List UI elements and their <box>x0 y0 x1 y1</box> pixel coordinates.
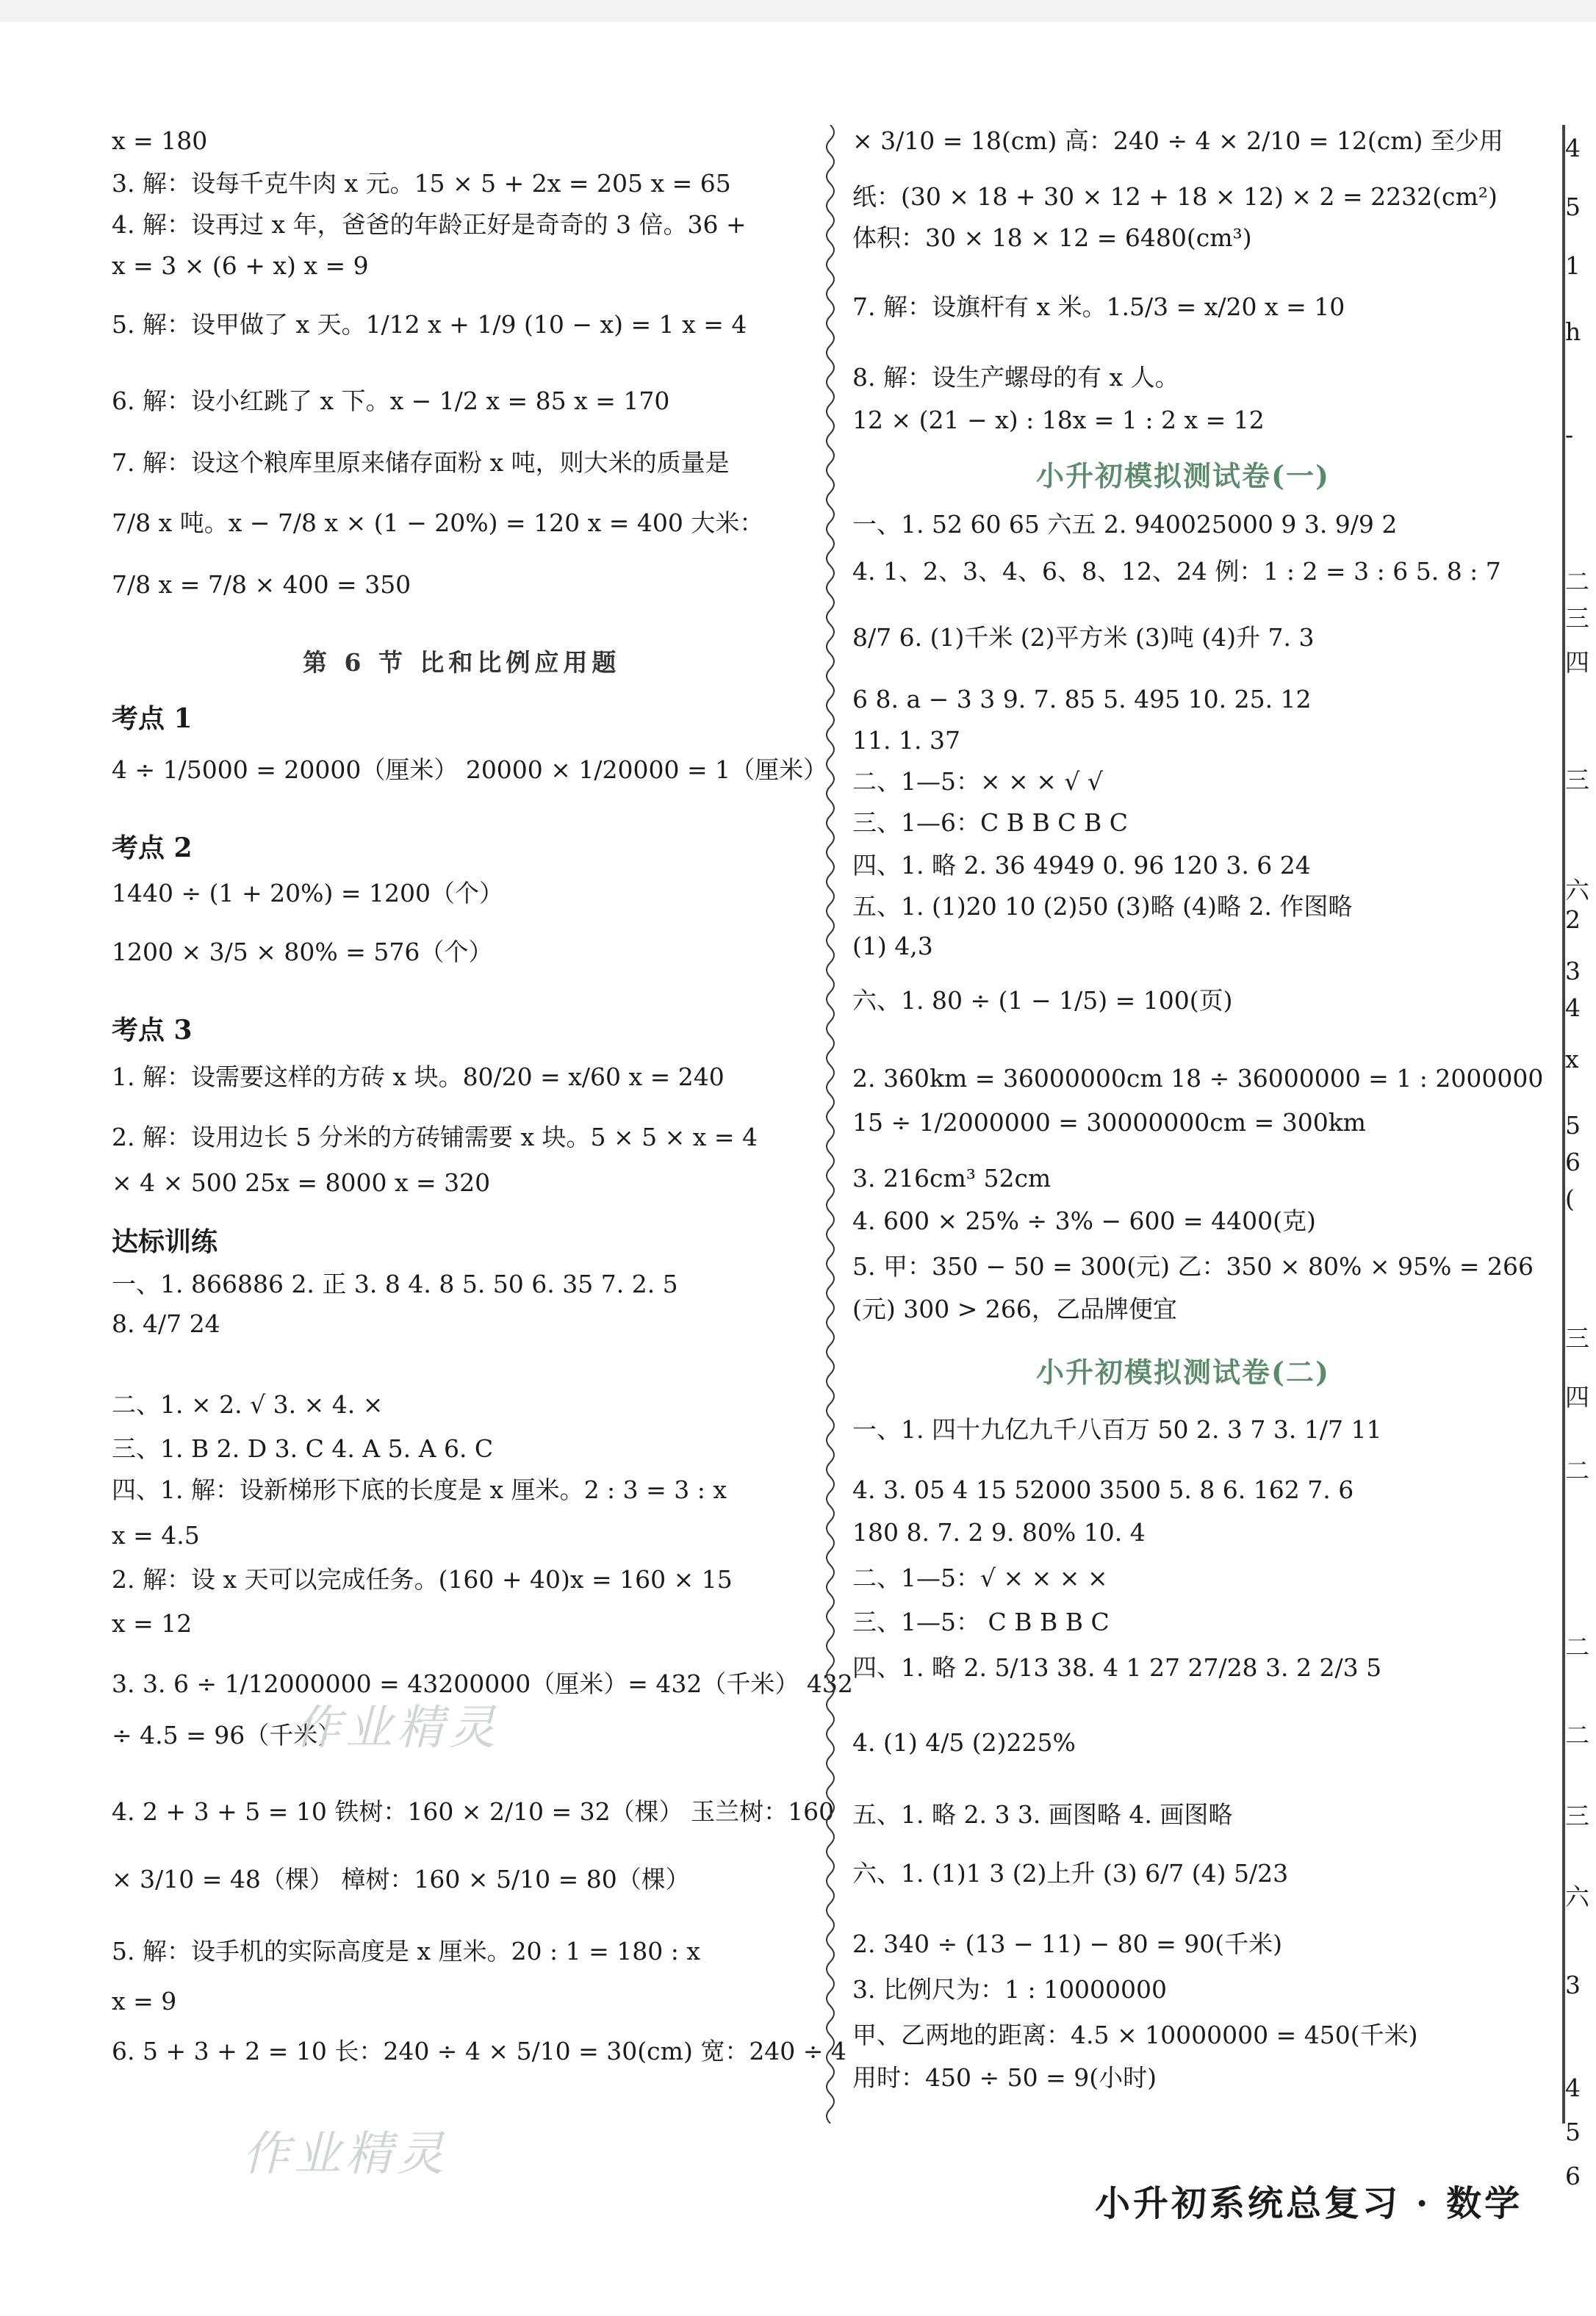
mid-answer-line: 180 8. 7. 2 9. 80% 10. 4 <box>852 1518 1146 1547</box>
mid-answer-line: 8/7 6. (1)千米 (2)平方米 (3)吨 (4)升 7. 3 <box>852 623 1315 652</box>
cropped-glyph: 六 <box>1565 1882 1589 1911</box>
section-heading: 考点 3 <box>112 1015 193 1046</box>
wavy-column-divider <box>822 125 839 2123</box>
mid-answer-line: 11. 1. 37 <box>852 726 960 755</box>
mid-answer-line: 四、1. 略 2. 5/13 38. 4 1 27 27/28 3. 2 2/3 5 <box>852 1653 1382 1682</box>
left-answer-line: x = 3 × (6 + x) x = 9 <box>112 251 369 280</box>
left-answer-line: x = 4.5 <box>112 1521 200 1550</box>
cropped-glyph: 三 <box>1565 1324 1589 1353</box>
mid-answer-line: 二、1—5：√ × × × × <box>852 1564 1108 1592</box>
cropped-glyph: 2 <box>1565 905 1581 934</box>
mid-answer-line: 五、1. (1)20 10 (2)50 (3)略 (4)略 2. 作图略 <box>852 892 1353 921</box>
cropped-glyph: 四 <box>1565 648 1589 677</box>
mid-answer-line: 3. 比例尺为：1 : 10000000 <box>852 1975 1168 2004</box>
cropped-glyph: 三 <box>1565 604 1589 633</box>
cropped-glyph: h <box>1565 317 1581 346</box>
mid-answer-line: (元) 300 > 266，乙品牌便宜 <box>852 1295 1177 1323</box>
cropped-glyph: x <box>1565 1045 1579 1074</box>
cropped-glyph: 4 <box>1565 134 1581 162</box>
cropped-glyph: 二 <box>1565 1633 1589 1661</box>
left-answer-line: 7/8 x = 7/8 × 400 = 350 <box>112 570 411 599</box>
mid-answer-line: 6 8. a − 3 3 9. 7. 85 5. 495 10. 25. 12 <box>852 685 1312 713</box>
cropped-glyph: 二 <box>1565 1456 1589 1485</box>
mid-answer-line: 5. 甲：350 − 50 = 300(元) 乙：350 × 80% × 95% = 266 <box>852 1252 1534 1281</box>
mid-answer-line: 一、1. 四十九亿九千八百万 50 2. 3 7 3. 1/7 11 <box>852 1415 1382 1444</box>
left-answer-line: x = 9 <box>112 1987 177 2015</box>
left-answer-line: x = 12 <box>112 1609 193 1638</box>
left-answer-line: 1440 ÷ (1 + 20%) = 1200（个） <box>112 879 503 907</box>
left-answer-line: 3. 解：设每千克牛肉 x 元。15 × 5 + 2x = 205 x = 65 <box>112 169 731 198</box>
left-answer-line: 4. 解：设再过 x 年，爸爸的年龄正好是奇奇的 3 倍。36 + <box>112 210 747 239</box>
left-answer-line: 6. 5 + 3 + 2 = 10 长：240 ÷ 4 × 5/10 = 30(cm) 宽：240 ÷ 4 <box>112 2037 846 2065</box>
mid-answer-line: 2. 360km = 36000000cm 18 ÷ 36000000 = 1 : 2000000 <box>852 1064 1544 1093</box>
cropped-glyph: ( <box>1565 1184 1575 1213</box>
mid-answer-line: 三、1—5： C B B B C <box>852 1608 1110 1636</box>
cropped-glyph: 5 <box>1565 2118 1581 2146</box>
cropped-glyph: 四 <box>1565 1383 1589 1411</box>
left-answer-line: 5. 解：设甲做了 x 天。1/12 x + 1/9 (10 − x) = 1 x = 4 <box>112 310 747 339</box>
top-edge-strip <box>0 0 1596 22</box>
mid-answer-line: 甲、乙两地的距离：4.5 × 10000000 = 450(千米) <box>852 2021 1418 2049</box>
mid-answer-line: 纸：(30 × 18 + 30 × 12 + 18 × 12) × 2 = 2232(cm²) <box>852 182 1498 211</box>
mid-answer-line: 二、1—5：× × × √ √ <box>852 767 1103 796</box>
mid-answer-line: 三、1—6：C B B C B C <box>852 808 1128 837</box>
cropped-glyph: 1 <box>1565 251 1581 280</box>
watermark-text-bottom: 作业精灵 <box>242 2127 448 2182</box>
left-answer-line: 1200 × 3/5 × 80% = 576（个） <box>112 938 493 966</box>
cropped-glyph: 二 <box>1565 567 1589 596</box>
mid-answer-line: 4. 600 × 25% ÷ 3% − 600 = 4400(克) <box>852 1206 1316 1235</box>
left-answer-line: 8. 4/7 24 <box>112 1309 220 1338</box>
cropped-glyph: 6 <box>1565 2162 1581 2190</box>
mid-answer-line: 7. 解：设旗杆有 x 米。1.5/3 = x/20 x = 10 <box>852 292 1345 321</box>
cropped-glyph: - <box>1565 420 1574 449</box>
left-answer-line: 一、1. 866886 2. 正 3. 8 4. 8 5. 50 6. 35 7. 2. 5 <box>112 1270 678 1298</box>
test-title: 小升初模拟测试卷(二) <box>1036 1356 1330 1389</box>
left-answer-line: × 4 × 500 25x = 8000 x = 320 <box>112 1168 491 1197</box>
left-answer-line: 二、1. × 2. √ 3. × 4. × <box>112 1390 384 1419</box>
section-heading: 达标训练 <box>112 1226 218 1257</box>
left-answer-line: ÷ 4.5 = 96（千米） <box>112 1721 342 1749</box>
left-answer-line: 2. 解：设 x 天可以完成任务。(160 + 40)x = 160 × 15 <box>112 1565 733 1594</box>
cropped-glyph: 3 <box>1565 957 1581 985</box>
mid-answer-line: 3. 216cm³ 52cm <box>852 1164 1052 1193</box>
left-answer-line: 三、1. B 2. D 3. C 4. A 5. A 6. C <box>112 1434 494 1463</box>
cropped-glyph: 5 <box>1565 1111 1581 1140</box>
mid-answer-line: 五、1. 略 2. 3 3. 画图略 4. 画图略 <box>852 1800 1233 1829</box>
mid-answer-line: 4. 3. 05 4 15 52000 3500 5. 8 6. 162 7. 6 <box>852 1475 1354 1504</box>
left-answer-line: 6. 解：设小红跳了 x 下。x − 1/2 x = 85 x = 170 <box>112 386 670 415</box>
left-answer-line: 2. 解：设用边长 5 分米的方砖铺需要 x 块。5 × 5 × x = 4 <box>112 1123 758 1151</box>
section-heading: 考点 1 <box>112 703 193 734</box>
section-heading: 考点 2 <box>112 832 193 863</box>
mid-answer-line: 8. 解：设生产螺母的有 x 人。 <box>852 363 1179 392</box>
mid-answer-line: 六、1. (1)1 3 (2)上升 (3) 6/7 (4) 5/23 <box>852 1859 1289 1888</box>
cropped-glyph: 6 <box>1565 1148 1581 1176</box>
left-answer-line: 5. 解：设手机的实际高度是 x 厘米。20 : 1 = 180 : x <box>112 1937 700 1966</box>
left-answer-line: 7. 解：设这个粮库里原来储存面粉 x 吨，则大米的质量是 <box>112 448 730 477</box>
mid-answer-line: 一、1. 52 60 65 六五 2. 940025000 9 3. 9/9 2 <box>852 510 1398 539</box>
cropped-glyph: 4 <box>1565 2074 1581 2102</box>
left-answer-line: 7/8 x 吨。x − 7/8 x × (1 − 20%) = 120 x = 400 大米： <box>112 508 764 537</box>
mid-answer-line: 2. 340 ÷ (13 − 11) − 80 = 90(千米) <box>852 1930 1282 1958</box>
mid-answer-line: 六、1. 80 ÷ (1 − 1/5) = 100(页) <box>852 986 1233 1015</box>
mid-answer-line: 12 × (21 − x) : 18x = 1 : 2 x = 12 <box>852 406 1265 434</box>
cropped-glyph: 三 <box>1565 1802 1589 1830</box>
mid-answer-line: 4. (1) 4/5 (2)225% <box>852 1728 1076 1757</box>
left-answer-line: 四、1. 解：设新梯形下底的长度是 x 厘米。2 : 3 = 3 : x <box>112 1475 727 1504</box>
left-answer-line: 4. 2 + 3 + 5 = 10 铁树：160 × 2/10 = 32（棵） 玉兰树：160 <box>112 1797 835 1826</box>
mid-answer-line: 15 ÷ 1/2000000 = 30000000cm = 300km <box>852 1108 1366 1137</box>
watermark-text: 作业精灵 <box>294 1701 500 1755</box>
test-title: 小升初模拟测试卷(一) <box>1036 459 1330 492</box>
chapter-title: 第 6 节 比和比例应用题 <box>303 648 621 677</box>
footer-book-title: 小升初系统总复习 · 数学 <box>1095 2183 1523 2224</box>
left-answer-line: 3. 3. 6 ÷ 1/12000000 = 43200000（厘米）= 432（千米） 432 <box>112 1669 853 1698</box>
cropped-glyph: 4 <box>1565 993 1581 1022</box>
cropped-glyph: 3 <box>1565 1971 1581 1999</box>
cropped-glyph: 三 <box>1565 766 1589 794</box>
left-answer-line: x = 180 <box>112 126 208 155</box>
mid-answer-line: × 3/10 = 18(cm) 高：240 ÷ 4 × 2/10 = 12(cm) 至少用 <box>852 126 1503 155</box>
mid-answer-line: 用时：450 ÷ 50 = 9(小时) <box>852 2063 1157 2092</box>
mid-answer-line: 四、1. 略 2. 36 4949 0. 96 120 3. 6 24 <box>852 851 1311 880</box>
cropped-glyph: 六 <box>1565 876 1589 905</box>
mid-answer-line: 4. 1、2、3、4、6、8、12、24 例：1 : 2 = 3 : 6 5. 8 : 7 <box>852 557 1501 586</box>
mid-answer-line: 体积：30 × 18 × 12 = 6480(cm³) <box>852 223 1252 252</box>
cropped-glyph: 二 <box>1565 1721 1589 1749</box>
left-answer-line: 4 ÷ 1/5000 = 20000（厘米） 20000 × 1/20000 = 1（厘米） <box>112 755 828 784</box>
left-answer-line: × 3/10 = 48（棵） 樟树：160 × 5/10 = 80（棵） <box>112 1865 690 1894</box>
mid-answer-line: (1) 4,3 <box>852 932 933 960</box>
cropped-glyph: 5 <box>1565 193 1581 221</box>
left-answer-line: 1. 解：设需要这样的方砖 x 块。80/20 = x/60 x = 240 <box>112 1062 725 1091</box>
